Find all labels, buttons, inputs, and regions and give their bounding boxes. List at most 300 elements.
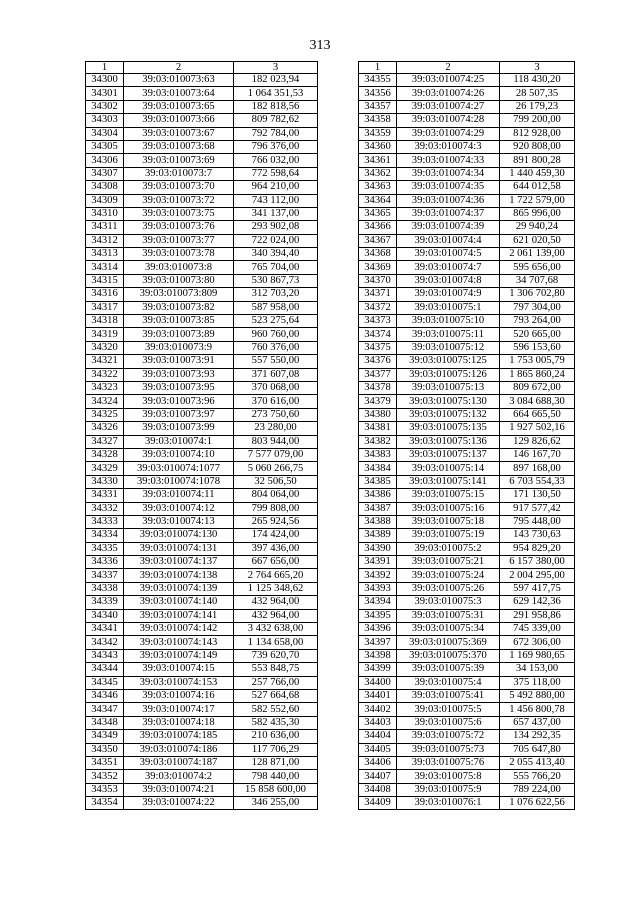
table-row — [86, 582, 318, 595]
value-cell: 520 665,00 — [500, 328, 575, 341]
row-number-cell: 34302 — [86, 100, 124, 113]
value-cell: 1 456 800,78 — [500, 703, 575, 716]
row-number-cell: 34309 — [86, 194, 124, 207]
table-row — [86, 140, 318, 153]
cadastral-number-cell: 39:03:010074:2 — [124, 770, 234, 783]
table-row — [359, 475, 575, 488]
table-row — [359, 74, 575, 87]
cadastral-number-cell: 39:03:010074:140 — [124, 596, 234, 609]
cadastral-number-cell: 39:03:010073:68 — [124, 140, 234, 153]
table-row — [359, 234, 575, 247]
row-number-cell: 34381 — [359, 422, 397, 435]
cadastral-number-cell: 39:03:010074:17 — [124, 703, 234, 716]
value-cell: 340 394,40 — [234, 248, 318, 261]
row-number-cell: 34322 — [86, 368, 124, 381]
cadastral-number-cell: 39:03:010075:132 — [397, 408, 500, 421]
table-row — [86, 730, 318, 743]
row-number-cell: 34307 — [86, 167, 124, 180]
cadastral-number-cell: 39:03:010073:93 — [124, 368, 234, 381]
cadastral-number-cell: 39:03:010074:25 — [397, 74, 500, 87]
cadastral-number-cell: 39:03:010074:16 — [124, 689, 234, 702]
value-cell: 1 753 005,79 — [500, 355, 575, 368]
table-row — [359, 341, 575, 354]
value-cell: 799 200,00 — [500, 114, 575, 127]
column-header-3: 3 — [234, 62, 318, 74]
value-cell: 772 598,64 — [234, 167, 318, 180]
table-row — [86, 623, 318, 636]
cadastral-number-cell: 39:03:010073:80 — [124, 274, 234, 287]
row-number-cell: 34352 — [86, 770, 124, 783]
row-number-cell: 34334 — [86, 529, 124, 542]
table-row — [86, 381, 318, 394]
page-number: 313 — [309, 38, 331, 53]
table-row — [86, 783, 318, 796]
cadastral-number-cell: 39:03:010075:4 — [397, 676, 500, 689]
value-cell: 739 620,70 — [234, 649, 318, 662]
table-row — [359, 462, 575, 475]
cadastral-number-cell: 39:03:010075:14 — [397, 462, 500, 475]
cadastral-number-cell: 39:03:010073:95 — [124, 381, 234, 394]
table-row — [86, 422, 318, 435]
table-row — [86, 221, 318, 234]
cadastral-number-cell: 39:03:010074:3 — [397, 140, 500, 153]
table-row — [86, 542, 318, 555]
table-row — [86, 649, 318, 662]
row-number-cell: 34409 — [359, 797, 397, 810]
cadastral-number-cell: 39:03:010074:13 — [124, 515, 234, 528]
row-number-cell: 34363 — [359, 181, 397, 194]
cadastral-number-cell: 39:03:010075:136 — [397, 435, 500, 448]
table-row — [359, 636, 575, 649]
value-cell: 553 848,75 — [234, 663, 318, 676]
value-cell: 527 664,68 — [234, 689, 318, 702]
table-row — [86, 663, 318, 676]
row-number-cell: 34371 — [359, 288, 397, 301]
column-header-1: 1 — [359, 62, 397, 74]
cadastral-number-cell: 39:03:010075:369 — [397, 636, 500, 649]
cadastral-number-cell: 39:03:010074:12 — [124, 502, 234, 515]
row-number-cell: 34364 — [359, 194, 397, 207]
cadastral-number-cell: 39:03:010075:9 — [397, 783, 500, 796]
value-cell: 210 636,00 — [234, 730, 318, 743]
row-number-cell: 34377 — [359, 368, 397, 381]
value-cell: 2 004 295,00 — [500, 569, 575, 582]
value-cell: 28 507,35 — [500, 87, 575, 100]
cadastral-number-cell: 39:03:010073:64 — [124, 87, 234, 100]
registry-table-left — [85, 61, 318, 810]
row-number-cell: 34384 — [359, 462, 397, 475]
value-cell: 530 867,73 — [234, 274, 318, 287]
value-cell: 7 577 079,00 — [234, 448, 318, 461]
table-row — [86, 797, 318, 810]
cadastral-number-cell: 39:03:010074:28 — [397, 114, 500, 127]
value-cell: 346 255,00 — [234, 797, 318, 810]
row-number-cell: 34392 — [359, 569, 397, 582]
cadastral-number-cell: 39:03:010073:96 — [124, 395, 234, 408]
row-number-cell: 34328 — [86, 448, 124, 461]
value-cell: 793 264,00 — [500, 315, 575, 328]
cadastral-number-cell: 39:03:010075:2 — [397, 542, 500, 555]
cadastral-number-cell: 39:03:010074:187 — [124, 756, 234, 769]
table-row — [86, 194, 318, 207]
row-number-cell: 34391 — [359, 556, 397, 569]
table-row — [359, 288, 575, 301]
table-row — [86, 502, 318, 515]
row-number-cell: 34301 — [86, 87, 124, 100]
table-row — [86, 636, 318, 649]
cadastral-number-cell: 39:03:010075:135 — [397, 422, 500, 435]
table-row — [359, 181, 575, 194]
row-number-cell: 34370 — [359, 274, 397, 287]
cadastral-number-cell: 39:03:010074:186 — [124, 743, 234, 756]
cadastral-number-cell: 39:03:010074:22 — [124, 797, 234, 810]
row-number-cell: 34310 — [86, 207, 124, 220]
table-row — [359, 248, 575, 261]
value-cell: 3 084 688,30 — [500, 395, 575, 408]
row-number-cell: 34329 — [86, 462, 124, 475]
cadastral-number-cell: 39:03:010073:809 — [124, 288, 234, 301]
cadastral-number-cell: 39:03:010075:13 — [397, 381, 500, 394]
table-row — [359, 703, 575, 716]
row-number-cell: 34344 — [86, 663, 124, 676]
table-row — [86, 234, 318, 247]
row-number-cell: 34407 — [359, 770, 397, 783]
table-row — [359, 569, 575, 582]
table-row — [359, 502, 575, 515]
cadastral-number-cell: 39:03:010073:9 — [124, 341, 234, 354]
value-cell: 397 436,00 — [234, 542, 318, 555]
value-cell: 917 577,42 — [500, 502, 575, 515]
value-cell: 722 024,00 — [234, 234, 318, 247]
value-cell: 657 437,00 — [500, 716, 575, 729]
row-number-cell: 34312 — [86, 234, 124, 247]
value-cell: 293 902,08 — [234, 221, 318, 234]
table-row — [86, 770, 318, 783]
row-number-cell: 34397 — [359, 636, 397, 649]
row-number-cell: 34376 — [359, 355, 397, 368]
table-row — [86, 556, 318, 569]
row-number-cell: 34400 — [359, 676, 397, 689]
row-number-cell: 34336 — [86, 556, 124, 569]
cadastral-number-cell: 39:03:010074:35 — [397, 181, 500, 194]
cadastral-number-cell: 39:03:010074:4 — [397, 234, 500, 247]
cadastral-number-cell: 39:03:010074:18 — [124, 716, 234, 729]
row-number-cell: 34318 — [86, 315, 124, 328]
cadastral-number-cell: 39:03:010073:63 — [124, 74, 234, 87]
table-row — [359, 489, 575, 502]
row-number-cell: 34379 — [359, 395, 397, 408]
cadastral-number-cell: 39:03:010073:82 — [124, 301, 234, 314]
cadastral-number-cell: 39:03:010075:16 — [397, 502, 500, 515]
row-number-cell: 34347 — [86, 703, 124, 716]
row-number-cell: 34321 — [86, 355, 124, 368]
row-number-cell: 34337 — [86, 569, 124, 582]
cadastral-number-cell: 39:03:010074:33 — [397, 154, 500, 167]
table-row — [86, 756, 318, 769]
row-number-cell: 34394 — [359, 596, 397, 609]
row-number-cell: 34332 — [86, 502, 124, 515]
table-row — [86, 328, 318, 341]
row-number-cell: 34408 — [359, 783, 397, 796]
value-cell: 582 552,60 — [234, 703, 318, 716]
value-cell: 6 703 554,33 — [500, 475, 575, 488]
value-cell: 5 060 266,75 — [234, 462, 318, 475]
value-cell: 766 032,00 — [234, 154, 318, 167]
value-cell: 432 964,00 — [234, 596, 318, 609]
table-row — [86, 489, 318, 502]
value-cell: 29 940,24 — [500, 221, 575, 234]
row-number-cell: 34362 — [359, 167, 397, 180]
value-cell: 795 448,00 — [500, 515, 575, 528]
row-number-cell: 34373 — [359, 315, 397, 328]
value-cell: 809 672,00 — [500, 381, 575, 394]
table-row — [359, 221, 575, 234]
table-row — [86, 127, 318, 140]
value-cell: 5 492 880,00 — [500, 689, 575, 702]
value-cell: 371 607,08 — [234, 368, 318, 381]
value-cell: 375 118,00 — [500, 676, 575, 689]
table-row — [359, 556, 575, 569]
cadastral-number-cell: 39:03:010073:75 — [124, 207, 234, 220]
cadastral-number-cell: 39:03:010074:9 — [397, 288, 500, 301]
value-cell: 964 210,00 — [234, 181, 318, 194]
cadastral-number-cell: 39:03:010074:1078 — [124, 475, 234, 488]
table-row — [86, 114, 318, 127]
cadastral-number-cell: 39:03:010074:1 — [124, 435, 234, 448]
value-cell: 672 306,00 — [500, 636, 575, 649]
value-cell: 432 964,00 — [234, 609, 318, 622]
table-row — [359, 448, 575, 461]
table-row — [359, 730, 575, 743]
value-cell: 174 424,00 — [234, 529, 318, 542]
row-number-cell: 34315 — [86, 274, 124, 287]
cadastral-number-cell: 39:03:010074:21 — [124, 783, 234, 796]
value-cell: 370 616,00 — [234, 395, 318, 408]
table-row — [359, 167, 575, 180]
row-number-cell: 34323 — [86, 381, 124, 394]
row-number-cell: 34358 — [359, 114, 397, 127]
value-cell: 792 784,00 — [234, 127, 318, 140]
row-number-cell: 34355 — [359, 74, 397, 87]
row-number-cell: 34374 — [359, 328, 397, 341]
cadastral-number-cell: 39:03:010074:34 — [397, 167, 500, 180]
cadastral-number-cell: 39:03:010075:24 — [397, 569, 500, 582]
row-number-cell: 34350 — [86, 743, 124, 756]
row-number-cell: 34324 — [86, 395, 124, 408]
cadastral-number-cell: 39:03:010074:137 — [124, 556, 234, 569]
table-row — [359, 582, 575, 595]
table-row — [359, 797, 575, 810]
value-cell: 664 665,50 — [500, 408, 575, 421]
table-row — [86, 703, 318, 716]
value-cell: 799 808,00 — [234, 502, 318, 515]
value-cell: 555 766,20 — [500, 770, 575, 783]
row-number-cell: 34342 — [86, 636, 124, 649]
row-number-cell: 34396 — [359, 623, 397, 636]
value-cell: 2 061 139,00 — [500, 248, 575, 261]
value-cell: 146 167,70 — [500, 448, 575, 461]
cadastral-number-cell: 39:03:010075:31 — [397, 609, 500, 622]
column-header-2: 2 — [124, 62, 234, 74]
cadastral-number-cell: 39:03:010073:77 — [124, 234, 234, 247]
row-number-cell: 34341 — [86, 623, 124, 636]
table-row — [359, 140, 575, 153]
cadastral-number-cell: 39:03:010074:138 — [124, 569, 234, 582]
cadastral-number-cell: 39:03:010075:39 — [397, 663, 500, 676]
table-row — [86, 167, 318, 180]
value-cell: 798 440,00 — [234, 770, 318, 783]
value-cell: 597 417,75 — [500, 582, 575, 595]
table-row — [359, 422, 575, 435]
row-number-cell: 34393 — [359, 582, 397, 595]
value-cell: 341 137,00 — [234, 207, 318, 220]
cadastral-number-cell: 39:03:010074:1077 — [124, 462, 234, 475]
cadastral-number-cell: 39:03:010075:76 — [397, 756, 500, 769]
row-number-cell: 34338 — [86, 582, 124, 595]
value-cell: 2 764 665,20 — [234, 569, 318, 582]
row-number-cell: 34335 — [86, 542, 124, 555]
row-number-cell: 34386 — [359, 489, 397, 502]
value-cell: 6 157 380,00 — [500, 556, 575, 569]
table-row — [359, 355, 575, 368]
value-cell: 23 280,00 — [234, 422, 318, 435]
cadastral-number-cell: 39:03:010075:34 — [397, 623, 500, 636]
cadastral-number-cell: 39:03:010074:142 — [124, 623, 234, 636]
row-number-cell: 34346 — [86, 689, 124, 702]
value-cell: 629 142,36 — [500, 596, 575, 609]
table-row — [86, 395, 318, 408]
table-row — [359, 100, 575, 113]
table-row — [86, 462, 318, 475]
value-cell: 587 958,00 — [234, 301, 318, 314]
value-cell: 582 435,30 — [234, 716, 318, 729]
value-cell: 143 730,63 — [500, 529, 575, 542]
value-cell: 1 134 658,00 — [234, 636, 318, 649]
table-row — [359, 368, 575, 381]
column-header-2: 2 — [397, 62, 500, 74]
cadastral-number-cell: 39:03:010075:5 — [397, 703, 500, 716]
table-row — [359, 408, 575, 421]
cadastral-number-cell: 39:03:010076:1 — [397, 797, 500, 810]
value-cell: 134 292,35 — [500, 730, 575, 743]
row-number-cell: 34326 — [86, 422, 124, 435]
value-cell: 171 130,50 — [500, 489, 575, 502]
table-row — [359, 381, 575, 394]
row-number-cell: 34320 — [86, 341, 124, 354]
column-header-3: 3 — [500, 62, 575, 74]
table-row — [86, 288, 318, 301]
value-cell: 273 750,60 — [234, 408, 318, 421]
cadastral-number-cell: 39:03:010073:67 — [124, 127, 234, 140]
table-row — [86, 596, 318, 609]
table-row — [359, 770, 575, 783]
table-row — [359, 114, 575, 127]
value-cell: 1 125 348,62 — [234, 582, 318, 595]
cadastral-number-cell: 39:03:010074:37 — [397, 207, 500, 220]
row-number-cell: 34361 — [359, 154, 397, 167]
row-number-cell: 34351 — [86, 756, 124, 769]
cadastral-number-cell: 39:03:010073:97 — [124, 408, 234, 421]
value-cell: 865 996,00 — [500, 207, 575, 220]
value-cell: 920 808,00 — [500, 140, 575, 153]
row-number-cell: 34366 — [359, 221, 397, 234]
value-cell: 118 430,20 — [500, 74, 575, 87]
value-cell: 1 440 459,30 — [500, 167, 575, 180]
row-number-cell: 34402 — [359, 703, 397, 716]
value-cell: 26 179,23 — [500, 100, 575, 113]
cadastral-number-cell: 39:03:010075:19 — [397, 529, 500, 542]
table-row — [359, 716, 575, 729]
row-number-cell: 34333 — [86, 515, 124, 528]
cadastral-number-cell: 39:03:010074:8 — [397, 274, 500, 287]
table-row — [86, 100, 318, 113]
row-number-cell: 34313 — [86, 248, 124, 261]
cadastral-number-cell: 39:03:010075:10 — [397, 315, 500, 328]
table-row — [359, 596, 575, 609]
cadastral-number-cell: 39:03:010075:72 — [397, 730, 500, 743]
cadastral-number-cell: 39:03:010073:66 — [124, 114, 234, 127]
table-row — [359, 663, 575, 676]
table-row — [86, 154, 318, 167]
table-row — [86, 74, 318, 87]
value-cell: 954 829,20 — [500, 542, 575, 555]
cadastral-number-cell: 39:03:010074:29 — [397, 127, 500, 140]
value-cell: 891 800,28 — [500, 154, 575, 167]
table-row — [86, 315, 318, 328]
cadastral-number-cell: 39:03:010073:78 — [124, 248, 234, 261]
table-row — [86, 261, 318, 274]
row-number-cell: 34365 — [359, 207, 397, 220]
row-number-cell: 34325 — [86, 408, 124, 421]
cadastral-number-cell: 39:03:010075:41 — [397, 689, 500, 702]
value-cell: 1 865 860,24 — [500, 368, 575, 381]
table-row — [359, 676, 575, 689]
cadastral-number-cell: 39:03:010073:91 — [124, 355, 234, 368]
table-row — [359, 743, 575, 756]
cadastral-number-cell: 39:03:010075:12 — [397, 341, 500, 354]
value-cell: 370 068,00 — [234, 381, 318, 394]
value-cell: 644 012,58 — [500, 181, 575, 194]
header-row — [359, 62, 575, 74]
row-number-cell: 34390 — [359, 542, 397, 555]
value-cell: 15 858 600,00 — [234, 783, 318, 796]
value-cell: 1 169 980,65 — [500, 649, 575, 662]
table-row — [359, 395, 575, 408]
row-number-cell: 34316 — [86, 288, 124, 301]
cadastral-number-cell: 39:03:010075:6 — [397, 716, 500, 729]
table-row — [86, 515, 318, 528]
table-row — [359, 542, 575, 555]
table-row — [86, 716, 318, 729]
registry-table-right — [358, 61, 575, 810]
table-row — [359, 609, 575, 622]
row-number-cell: 34359 — [359, 127, 397, 140]
value-cell: 812 928,00 — [500, 127, 575, 140]
table-row — [359, 87, 575, 100]
row-number-cell: 34401 — [359, 689, 397, 702]
value-cell: 765 704,00 — [234, 261, 318, 274]
value-cell: 705 647,80 — [500, 743, 575, 756]
table-row — [359, 194, 575, 207]
cadastral-number-cell: 39:03:010075:137 — [397, 448, 500, 461]
value-cell: 257 766,00 — [234, 676, 318, 689]
table-row — [359, 623, 575, 636]
value-cell: 182 023,94 — [234, 74, 318, 87]
row-number-cell: 34378 — [359, 381, 397, 394]
table-row — [86, 181, 318, 194]
row-number-cell: 34300 — [86, 74, 124, 87]
cadastral-number-cell: 39:03:010075:73 — [397, 743, 500, 756]
